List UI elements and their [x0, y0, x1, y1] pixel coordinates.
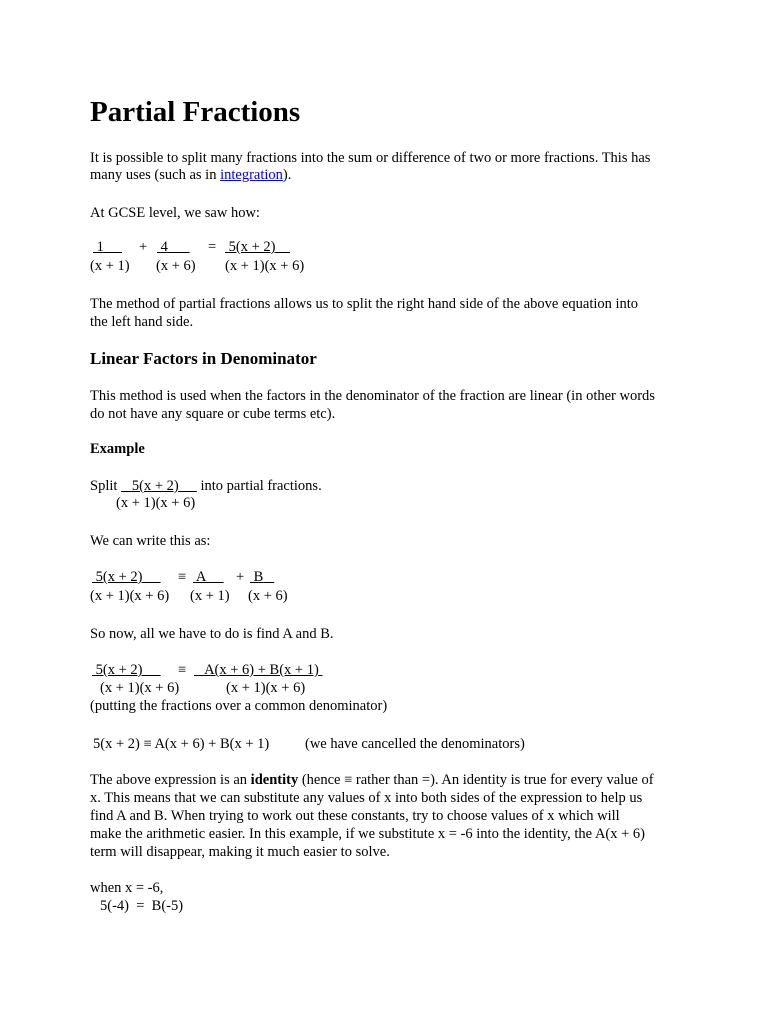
eq1-plus: + [139, 239, 148, 255]
eq1-num-2: 4 [160, 239, 168, 255]
eq2-den-2: (x + 1) [190, 588, 230, 604]
eq2-num-1: 5(x + 2) [95, 569, 143, 585]
section-heading: Linear Factors in Denominator [90, 349, 317, 368]
eq1-den-2: (x + 6) [156, 258, 196, 274]
eq4-note: (we have cancelled the denominators) [305, 736, 525, 752]
split-prefix: Split [90, 478, 122, 494]
eq3-num-1: 5(x + 2) [95, 662, 143, 678]
identity-line-4: make the arithmetic easier. In this example, if we substitute x = -6 into the identity, the A(x + 6) [90, 826, 646, 842]
intro-text-a: many uses (such as in [90, 167, 221, 183]
eq3-den-2: (x + 1)(x + 6) [226, 680, 306, 696]
linear-desc-line-1: This method is used when the factors in the denominator of the fraction are linear (in other words [90, 388, 655, 404]
identity-text-a: The above expression is an [90, 772, 251, 788]
identity-line-3: find A and B. When trying to work out these constants, try to choose values of x which will [90, 808, 620, 824]
identity-line-5: term will disappear, making it much easier to solve. [90, 844, 390, 860]
eq2-num-3: B [253, 569, 264, 585]
split-line [90, 477, 322, 495]
linear-desc-line-2: do not have any square or cube terms etc). [90, 406, 336, 422]
identity-bold-word: identity [250, 772, 299, 788]
intro-line-1: It is possible to split many fractions into the sum or difference of two or more fractions. This has [90, 150, 651, 166]
split-numerator: 5(x + 2) [131, 478, 179, 494]
eq1-den-1: (x + 1) [90, 258, 130, 274]
eq1-equals: = [208, 239, 217, 255]
method-line-1: The method of partial fractions allows us to split the right hand side of the above equation into [90, 296, 639, 312]
when-text: when x = -6, [90, 880, 164, 896]
eq1-num-1: 1 [96, 239, 104, 255]
eq1-num-3: 5(x + 2) [228, 239, 276, 255]
split-suffix: into partial fractions. [196, 478, 322, 494]
gcse-text: At GCSE level, we saw how: [90, 205, 260, 221]
method-line-2: the left hand side. [90, 314, 194, 330]
identity-line-2: x. This means that we can substitute any values of x into both sides of the expression to help us [90, 790, 643, 806]
eq3-den-1: (x + 1)(x + 6) [100, 680, 180, 696]
example-heading: Example [90, 441, 145, 457]
eq4-expression: 5(x + 2) ≡ A(x + 6) + B(x + 1) [93, 736, 270, 752]
eq3-num-2: A(x + 6) + B(x + 1) [204, 662, 319, 678]
identity-line-1 [90, 771, 654, 789]
eq2-den-3: (x + 6) [248, 588, 288, 604]
write-as-text: We can write this as: [90, 533, 211, 549]
integration-link[interactable]: integration [220, 167, 283, 183]
intro-line-2 [90, 166, 291, 184]
page-title: Partial Fractions [90, 96, 301, 128]
intro-text-b: ). [282, 167, 292, 183]
eq3-note: (putting the fractions over a common denominator) [90, 698, 388, 714]
eq3-equiv: ≡ [178, 662, 187, 678]
eq2-equiv: ≡ [178, 569, 187, 585]
calc-text: 5(-4) = B(-5) [100, 898, 184, 914]
eq2-plus: + [236, 569, 245, 585]
eq2-den-1: (x + 1)(x + 6) [90, 588, 170, 604]
split-denominator: (x + 1)(x + 6) [116, 495, 196, 511]
eq2-num-2: A [195, 569, 206, 585]
eq1-den-3: (x + 1)(x + 6) [225, 258, 305, 274]
find-ab-text: So now, all we have to do is find A and B. [90, 626, 334, 642]
identity-text-b: (hence ≡ rather than =). An identity is true for every value of [298, 772, 654, 788]
